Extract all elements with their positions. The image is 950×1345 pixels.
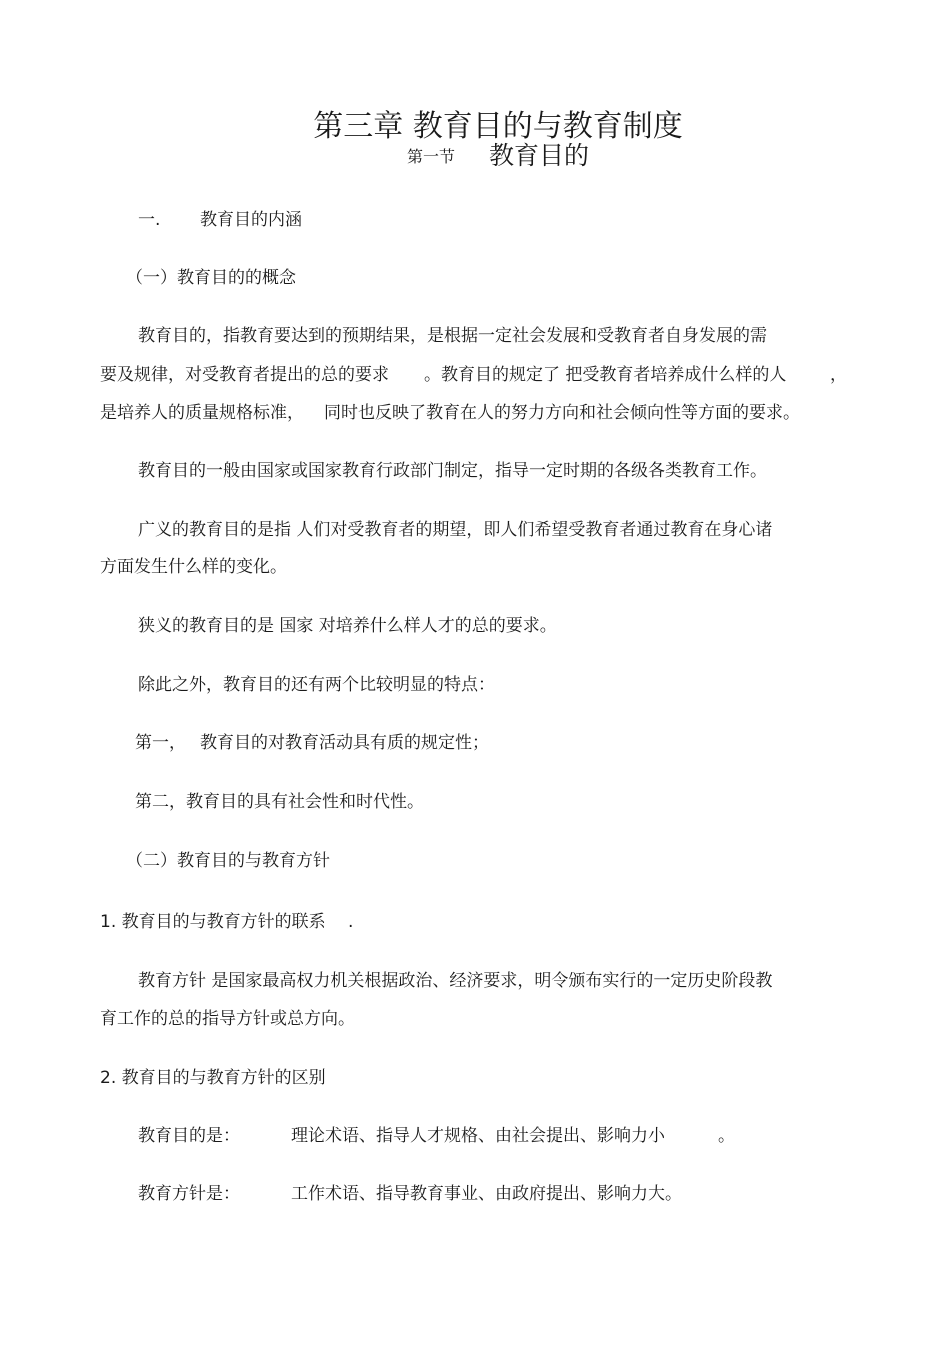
section-label: 第一节 [406,147,455,166]
paragraph-2: 教育目的一般由国家或国家教育行政部门制定，指导一定时期的各级各类教育工作。 [138,461,767,481]
paragraph-1-line-2c: ， [830,365,847,385]
paragraph-3-line-1: 广义的教育目的是指 人们对受教育者的期望，即人们希望受教育者通过教育在身心诸 [138,520,773,540]
feature-1-label: 第一， [135,733,186,753]
paragraph-1-line-2a: 要及规律，对受教育者提出的总的要求 [100,365,389,385]
comparison-1-end: 。 [718,1126,735,1146]
feature-1-text: 教育目的对教育活动具有质的规定性； [200,733,489,753]
paragraph-6-line-2: 育工作的总的指导方针或总方向。 [100,1009,355,1029]
numbered-heading-1-dot: . [348,912,354,932]
chapter-title: 第三章 教育目的与教育制度 [313,109,683,144]
feature-2: 第二，教育目的具有社会性和时代性。 [135,792,424,812]
paragraph-1-line-3b: 同时也反映了教育在人的努力方向和社会倾向性等方面的要求。 [324,403,800,423]
paragraph-4: 狭义的教育目的是 国家 对培养什么样人才的总的要求。 [138,616,557,636]
numbered-heading-2: 2. 教育目的与教育方针的区别 [100,1068,326,1088]
section-heading [0,141,950,170]
paragraph-1-line-1: 教育目的，指教育要达到的预期结果，是根据一定社会发展和受教育者自身发展的需 [138,326,767,346]
numbered-heading-1: 1. 教育目的与教育方针的联系 [100,912,326,932]
heading-1-number: 一. [138,210,161,230]
comparison-2-text: 工作术语、指导教育事业、由政府提出、影响力大。 [291,1184,682,1204]
heading-1-text: 教育目的内涵 [200,210,302,230]
paragraph-3-line-2: 方面发生什么样的变化。 [100,557,287,577]
comparison-1-label: 教育目的是： [138,1126,240,1146]
paragraph-1-line-2b: 。教育目的规定了 把受教育者培养成什么样的人 [424,365,787,385]
subheading-concept: （一）教育目的的概念 [126,268,296,288]
paragraph-1-line-3a: 是培养人的质量规格标准， [100,403,304,423]
section-title: 教育目的 [489,141,590,170]
comparison-2-label: 教育方针是： [138,1184,240,1204]
paragraph-6-line-1: 教育方针 是国家最高权力机关根据政治、经济要求，明令颁布实行的一定历史阶段教 [138,971,773,991]
comparison-1-text: 理论术语、指导人才规格、由社会提出、影响力小 [291,1126,665,1146]
subheading-policy: （二）教育目的与教育方针 [126,851,330,871]
paragraph-5: 除此之外，教育目的还有两个比较明显的特点： [138,675,495,695]
